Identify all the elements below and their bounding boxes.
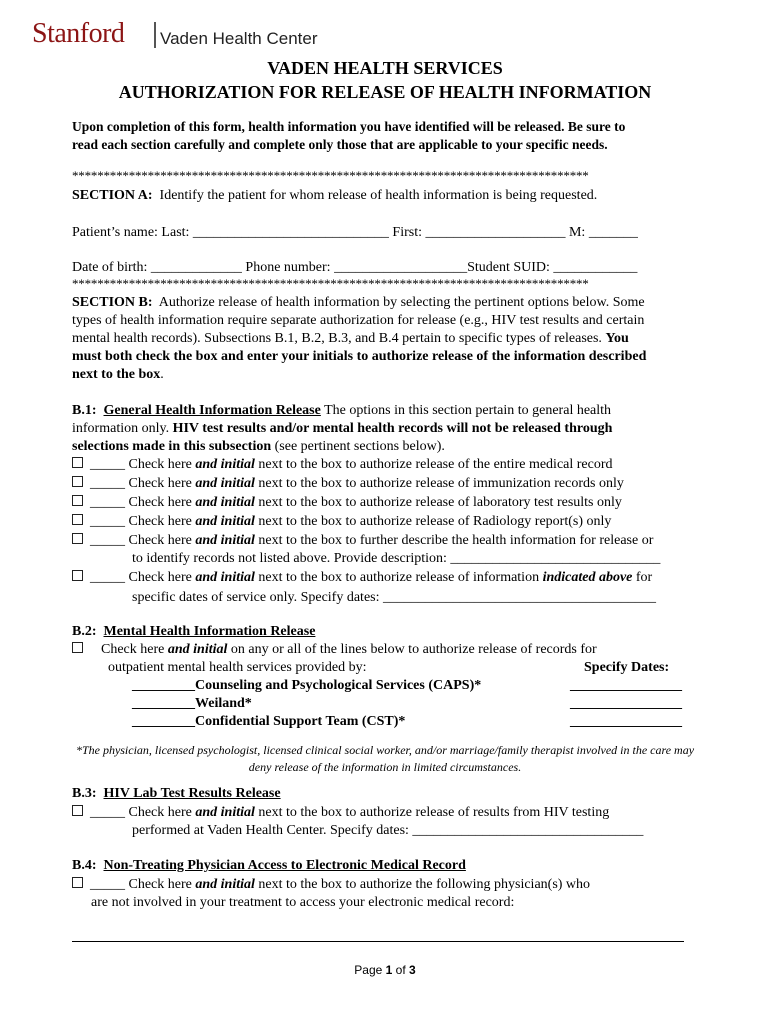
b1-heading-line xyxy=(72,403,611,419)
section-b-text-1: Authorize release of health information by selecting the pertinent options below. Some xyxy=(158,295,645,310)
section-b-line-2: types of health information require separate authorization for release (e.g., HIV test results and certain xyxy=(72,313,645,328)
b2-footnote: *The physician, licensed psychologist, licensed clinical social worker, and/or marriage/family therapist involved in the care may deny release of the information in limited circumstances. xyxy=(75,743,695,774)
and-initial: and initial xyxy=(195,805,255,820)
option-text: next to the box to further describe the health information for release or xyxy=(258,533,654,548)
b4-heading-line xyxy=(72,858,466,874)
logo-divider xyxy=(154,22,156,48)
page-number xyxy=(0,963,770,977)
option-text: next to the box to authorize the following physician(s) who xyxy=(258,877,591,892)
b3-option[interactable] xyxy=(72,805,609,821)
initial-blank[interactable]: _____ Check here xyxy=(90,514,192,529)
b1-title: General Health Information Release xyxy=(103,403,321,418)
intro-line-1: Upon completion of this form, health information you have identified will be released. Be sure to xyxy=(72,119,626,134)
option-text: next to the box to authorize release of immunization records only xyxy=(258,476,624,491)
and-initial: and initial xyxy=(195,877,255,892)
separator-stars: ********************************************************************************** xyxy=(72,276,589,291)
stanford-logo xyxy=(32,18,318,50)
b2-cst-dates[interactable]: ________________ xyxy=(570,714,682,729)
b2-line-2: outpatient mental health services provided by: xyxy=(108,660,367,675)
b4-option[interactable] xyxy=(72,877,590,893)
dob-phone-suid-field[interactable]: Date of birth: _____________ Phone number: ___________________Student SUID: ____________ xyxy=(72,260,638,275)
page-of: of xyxy=(395,963,406,977)
b3-title: HIV Lab Test Results Release xyxy=(103,786,281,801)
section-b-text-3-bold: You xyxy=(605,331,629,346)
option-text: next to the box to authorize release of the entire medical record xyxy=(258,457,613,472)
checkbox[interactable] xyxy=(72,570,83,581)
checkbox[interactable] xyxy=(72,514,83,525)
page-total: 3 xyxy=(409,963,416,977)
logo-center-name: Vaden Health Center xyxy=(160,29,318,48)
b3-dates-field[interactable]: performed at Vaden Health Center. Specify dates: _________________________________ xyxy=(132,823,644,838)
checkbox[interactable] xyxy=(72,457,83,468)
section-b-text-3: mental health records). Subsections B.1, B.2, B.3, and B.4 pertain to specific types of releases. xyxy=(72,331,602,346)
b2-title: Mental Health Information Release xyxy=(103,624,316,639)
section-b-line-1 xyxy=(72,295,645,311)
b1-line-2 xyxy=(72,421,612,437)
and-initial: and initial xyxy=(195,514,255,529)
section-a-text: Identify the patient for whom release of health information is being requested. xyxy=(159,188,598,203)
b2-caps-line[interactable]: _________Counseling and Psychological Services (CAPS)* xyxy=(132,678,482,693)
b1-text-1: The options in this section pertain to general health xyxy=(324,403,612,418)
initial-blank[interactable]: _____ Check here xyxy=(90,533,192,548)
and-initial: and initial xyxy=(195,570,255,585)
checkbox[interactable] xyxy=(72,476,83,487)
page-word: Page xyxy=(354,963,383,977)
and-initial: and initial xyxy=(195,457,255,472)
section-b-label: SECTION B: xyxy=(72,295,153,310)
section-a-heading-line xyxy=(72,188,597,204)
title-services: VADEN HEALTH SERVICES xyxy=(267,58,503,78)
b2-weiland-dates[interactable]: ________________ xyxy=(570,696,682,711)
and-initial: and initial xyxy=(167,642,228,657)
b2-line-1[interactable] xyxy=(72,642,597,658)
b1-line-3 xyxy=(72,439,445,455)
physician-name-field[interactable] xyxy=(72,941,684,942)
b1-describe-field[interactable]: to identify records not listed above. Provide description: ______________________________ xyxy=(132,551,661,566)
checkbox[interactable] xyxy=(72,495,83,506)
b1-option-entire-record[interactable] xyxy=(72,457,613,473)
section-b-line-3 xyxy=(72,331,629,347)
section-b-text-5: next to the box xyxy=(72,367,161,382)
b2-caps-dates[interactable]: ________________ xyxy=(570,678,682,693)
option-text: next to the box to authorize release of results from HIV testing xyxy=(258,805,610,820)
patient-name-field[interactable]: Patient’s name: Last: ____________________________ First: ____________________ M: _______ xyxy=(72,225,638,240)
title-authorization: AUTHORIZATION FOR RELEASE OF HEALTH INFORMATION xyxy=(118,82,652,102)
b1-text-3a: selections made in this subsection xyxy=(72,439,272,454)
b2-weiland-line[interactable]: _________Weiland* xyxy=(132,696,252,711)
initial-blank[interactable]: _____ Check here xyxy=(90,570,192,585)
b1-option-describe[interactable] xyxy=(72,533,653,549)
checkbox[interactable] xyxy=(72,877,83,888)
option-text: next to the box to authorize release of Radiology report(s) only xyxy=(258,514,612,529)
section-b-line-5 xyxy=(72,367,164,383)
b1-option-radiology[interactable] xyxy=(72,514,611,530)
b2-cst-line[interactable]: _________Confidential Support Team (CST)* xyxy=(132,714,406,729)
b2-specify-dates: Specify Dates: xyxy=(584,660,670,675)
initial-blank[interactable]: _____ Check here xyxy=(90,495,192,510)
b4-label: B.4: xyxy=(72,858,97,873)
b4-line-2: are not involved in your treatment to access your electronic medical record: xyxy=(91,895,515,910)
and-initial: and initial xyxy=(195,495,255,510)
b1-option-laboratory[interactable] xyxy=(72,495,622,511)
b3-label: B.3: xyxy=(72,786,97,801)
b2-text-1a: Check here xyxy=(101,642,165,657)
b1-text-2a: information only. xyxy=(72,421,170,436)
separator-stars: ********************************************************************************** xyxy=(72,168,589,183)
option-text-emphasis: indicated above xyxy=(542,570,633,585)
checkbox[interactable] xyxy=(72,533,83,544)
page-current: 1 xyxy=(385,963,393,977)
option-text-end: for xyxy=(635,570,653,585)
initial-blank[interactable]: _____ Check here xyxy=(90,457,192,472)
initial-blank[interactable]: _____ Check here xyxy=(90,476,192,491)
b1-option-dates[interactable] xyxy=(72,570,652,586)
b1-label: B.1: xyxy=(72,403,97,418)
b1-text-3b: (see pertinent sections below). xyxy=(274,439,445,454)
b2-label: B.2: xyxy=(72,624,97,639)
b2-text-1b: on any or all of the lines below to authorize release of records for xyxy=(230,642,597,657)
checkbox[interactable] xyxy=(72,642,83,653)
b3-heading-line xyxy=(72,786,281,802)
option-text: next to the box to authorize release of information xyxy=(258,570,540,585)
section-a-label: SECTION A: xyxy=(72,188,153,203)
b2-heading-line xyxy=(72,624,315,640)
b1-dates-field[interactable]: specific dates of service only. Specify dates: _______________________________________ xyxy=(132,590,657,605)
b1-text-2b: HIV test results and/or mental health records will not be released through xyxy=(172,421,613,436)
b4-title: Non-Treating Physician Access to Electronic Medical Record xyxy=(103,858,466,873)
logo-brand: Stanford xyxy=(32,18,125,49)
checkbox[interactable] xyxy=(72,805,83,816)
intro-line-2: read each section carefully and complete only those that are applicable to your specific needs. xyxy=(72,137,608,152)
b1-option-immunization[interactable] xyxy=(72,476,624,492)
initial-blank[interactable]: _____ Check here xyxy=(90,805,192,820)
option-text: next to the box to authorize release of laboratory test results only xyxy=(258,495,622,510)
and-initial: and initial xyxy=(195,533,255,548)
section-b-period: . xyxy=(160,367,164,382)
and-initial: and initial xyxy=(195,476,255,491)
section-b-line-4: must both check the box and enter your initials to authorize release of the information described xyxy=(72,349,647,364)
initial-blank[interactable]: _____ Check here xyxy=(90,877,192,892)
